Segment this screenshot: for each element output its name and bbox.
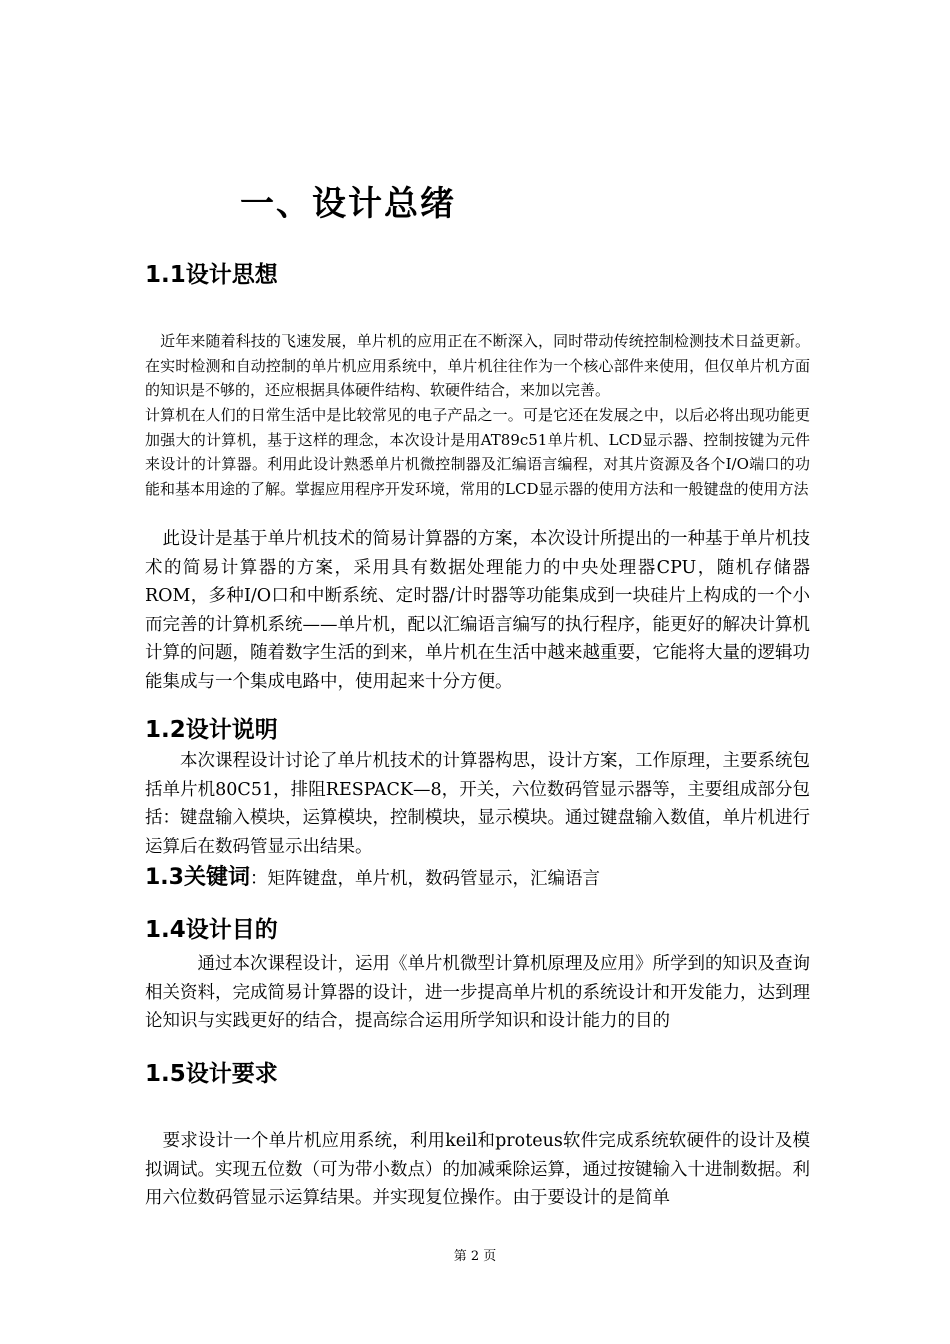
keywords-label: 1.3关键词 [145,865,250,890]
section-heading-1-5: 1.5设计要求 [145,1061,278,1087]
paragraph-1-1-design: 此设计是基于单片机技术的简易计算器的方案，本次设计所提出的一种基于单片机技术的简易计算器的方案，采用具有数据处理能力的中央处理器CPU，随机存储器ROM，多种I/O口和中断系统、定时器/计时器等功能集成到一块硅片上构成的一个小而完善的计算机系统——单片机，配以汇编语言编写的执行程序，能更好的解决计算机计算的问题，随着数字生活的到来，单片机在生活中越来越重要，它能将大量的逻辑功能集成与一个集成电路中，使用起来十分方便。 [145,529,810,692]
paragraph-1-1-computer: 计算机在人们的日常生活中是比较常见的电子产品之一。可是它还在发展之中，以后必将出现功能更加强大的计算机，基于这样的理念，本次设计是用AT89c51单片机、LCD显示器、控制按键为元件来设计的计算器。利用此设计熟悉单片机微控制器及汇编语言编程，对其片资源及各个I/O端口的功能和基本用途的了解。掌握应用程序开发环境，常用的LCD显示器的使用方法和一般键盘的使用方法 [145,406,810,498]
paragraph-1-4: 通过本次课程设计，运用《单片机微型计算机原理及应用》所学到的知识及查询相关资料，完成简易计算器的设计，进一步提高单片机的系统设计和开发能力，达到理论知识与实践更好的结合，提高综合运用所学知识和设计能力的目的 [145,954,810,1031]
section-heading-1-2: 1.2设计说明 [145,717,278,743]
section-heading-1-4: 1.4设计目的 [145,917,278,943]
keywords-line [145,860,600,891]
paragraph-1-5: 要求设计一个单片机应用系统，利用keil和proteus软件完成系统软硬件的设计及模拟调试。实现五位数（可为带小数点）的加减乘除运算，通过按键输入十进制数据。利用六位数码管显示运算结果。并实现复位操作。由于要设计的是简单 [145,1131,810,1208]
section-heading-1-1: 1.1设计思想 [145,262,278,288]
chapter-title: 一、设计总绪 [240,184,456,224]
keywords-text: ：矩阵键盘，单片机，数码管显示，汇编语言 [249,869,600,889]
page-number: 第 2 页 [453,1249,497,1264]
paragraph-1-2: 本次课程设计讨论了单片机技术的计算器构思，设计方案，工作原理，主要系统包括单片机80C51，排阻RESPACK—8，开关，六位数码管显示器等，主要组成部分包括：键盘输入模块，运算模块，控制模块，显示模块。通过键盘输入数值，单片机进行运算后在数码管显示出结果。 [145,751,810,857]
paragraph-1-1-intro: 近年来随着科技的飞速发展，单片机的应用正在不断深入，同时带动传统控制检测技术日益更新。在实时检测和自动控制的单片机应用系统中，单片机往往作为一个核心部件来使用，但仅单片机方面的知识是不够的，还应根据具体硬件结构、软硬件结合，来加以完善。 [145,332,810,399]
